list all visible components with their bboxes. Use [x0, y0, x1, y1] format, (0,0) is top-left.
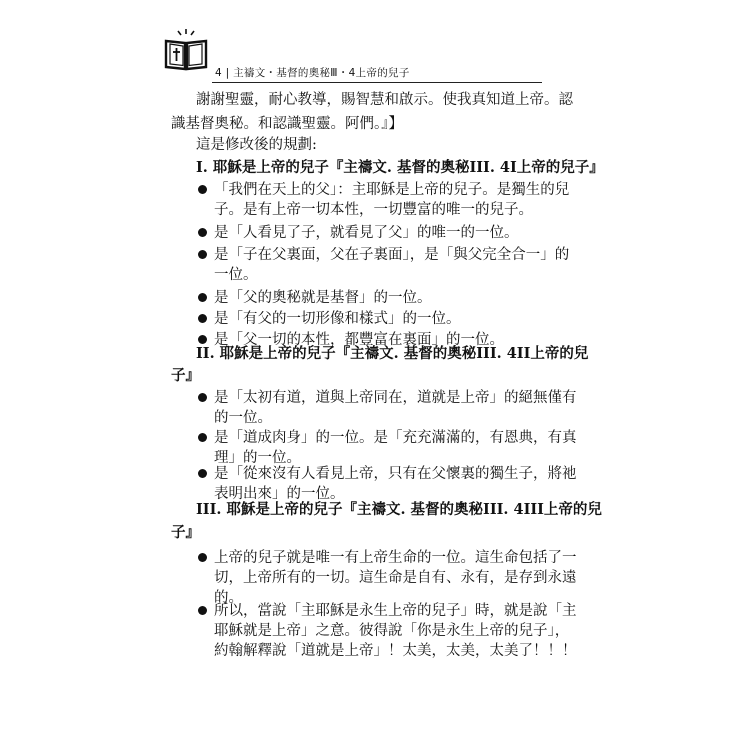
intro-line: 識基督奧秘。和認識聖靈。阿們。』】 — [171, 116, 403, 132]
bullet — [198, 250, 207, 259]
list-item-line: 所以，當說「主耶穌是永生上帝的兒子」時，就是說「主 — [214, 603, 577, 619]
bullet — [198, 335, 207, 344]
bullet — [198, 293, 207, 302]
header-rule — [212, 82, 542, 83]
list-item-line: 切，上帝所有的一切。這生命是自有、永有，是存到永遠 — [214, 570, 577, 586]
running-header — [215, 65, 410, 80]
list-item-line: 表明出來」的一位。 — [214, 486, 345, 502]
bullet — [198, 393, 207, 402]
section-heading: I. 耶穌是上帝的兒子『主禱文. 基督的奧秘III. 4I上帝的兒子』 — [196, 159, 604, 176]
list-item-line: 一位。 — [214, 267, 258, 283]
list-item-line: 是「父的奧秘就是基督」的一位。 — [214, 290, 432, 306]
list-item-line: 上帝的兒子就是唯一有上帝生命的一位。這生命包括了一 — [214, 550, 577, 566]
revised-plan-label: 這是修改後的規劃: — [196, 137, 317, 153]
list-item-line: 耶穌就是上帝」之意。彼得說「你是永生上帝的兒子」， — [214, 623, 570, 639]
list-item-line: 「我們在天上的父」：主耶穌是上帝的兒子。是獨生的兒 — [214, 182, 570, 198]
open-bible-cross-icon — [163, 27, 209, 71]
section-heading: 子』 — [171, 524, 200, 541]
section-heading: II. 耶穌是上帝的兒子『主禱文. 基督的奧秘III. 4II上帝的兒 — [196, 345, 589, 362]
list-item-line: 的。 — [214, 590, 243, 606]
list-item-line: 是「子在父裏面，父在子裏面」，是「與父完全合一」的 — [214, 247, 570, 263]
bullet — [198, 553, 207, 562]
bullet — [198, 185, 207, 194]
bullet — [198, 314, 207, 323]
bullet — [198, 606, 207, 615]
intro-line: 謝謝聖靈，耐心教導，賜智慧和啟示。使我真知道上帝。認 — [196, 92, 573, 108]
list-item-line: 約翰解釋說「道就是上帝」！太美，太美，太美了！！！ — [214, 643, 577, 659]
list-item-line: 是「從來沒有人看見上帝，只有在父懷裏的獨生子，將祂 — [214, 466, 577, 482]
list-item-line: 理」的一位。 — [214, 450, 301, 466]
list-item-line: 是「道成肉身」的一位。是「充充滿滿的，有恩典，有真 — [214, 430, 577, 446]
running-title: 主禱文・基督的奧秘Ⅲ・4上帝的兒子 — [233, 67, 410, 79]
section-heading: 子』 — [171, 367, 200, 384]
bullet — [198, 433, 207, 442]
list-item-line: 的一位。 — [214, 410, 272, 426]
list-item-line: 是「太初有道，道與上帝同在，道就是上帝」的絕無僅有 — [214, 390, 577, 406]
bullet — [198, 228, 207, 237]
section-heading: III. 耶穌是上帝的兒子『主禱文. 基督的奧秘III. 4III上帝的兒 — [196, 501, 602, 518]
list-item-line: 子。是有上帝一切本性，一切豐富的唯一的兒子。 — [214, 202, 533, 218]
list-item-line: 是「有父的一切形像和樣式」的一位。 — [214, 311, 461, 327]
list-item-line: 是「父一切的本性，都豐富在裏面」的一位。 — [214, 332, 504, 348]
bullet — [198, 469, 207, 478]
page-number: 4 — [215, 67, 222, 79]
list-item-line: 是「人看見了子，就看見了父」的唯一的一位。 — [214, 225, 519, 241]
header-separator: | — [225, 67, 230, 79]
